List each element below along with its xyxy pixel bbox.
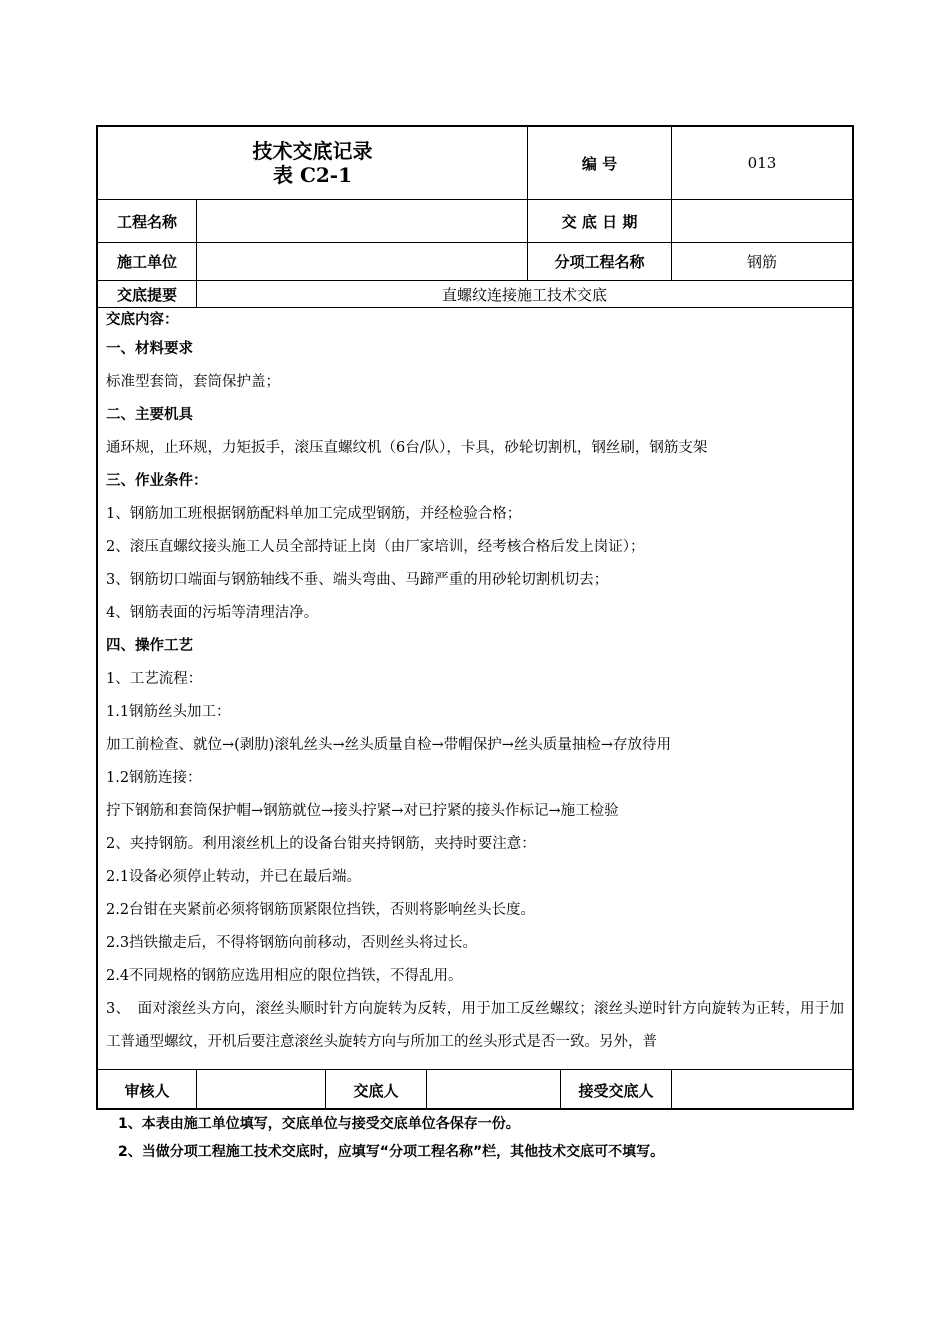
form-title: 技术交底记录 (252, 139, 373, 163)
receiver-label: 接受交底人 (560, 1070, 671, 1110)
note-1: 1、本表由施工单位填写，交底单位与接受交底单位各保存一份。 (118, 1116, 520, 1132)
form-number: 表 C2-1 (272, 163, 352, 187)
content-line: 2.4不同规格的钢筋应选用相应的限位挡铁，不得乱用。 (106, 968, 463, 984)
presenter-field[interactable] (426, 1070, 560, 1110)
content-heading: 四、操作工艺 (106, 638, 193, 654)
receiver-field[interactable] (671, 1070, 852, 1110)
disclosure-content (106, 309, 844, 1049)
date-label: 交 底 日 期 (527, 200, 671, 242)
content-line: 4、钢筋表面的污垢等清理洁净。 (106, 605, 319, 621)
project-name-field[interactable] (196, 200, 527, 242)
content-line: 1.1钢筋丝头加工： (106, 704, 231, 720)
project-name-label: 工程名称 (116, 212, 177, 231)
content-line: 1、工艺流程： (106, 671, 203, 687)
content-line: 1、钢筋加工班根据钢筋配料单加工完成型钢筋，并经检验合格； (106, 506, 522, 522)
content-heading: 一、材料要求 (106, 341, 193, 357)
signature-row (98, 1069, 852, 1110)
content-line: 2.3挡铁撤走后，不得将钢筋向前移动，否则丝头将过长。 (106, 935, 478, 951)
content-heading: 二、主要机具 (106, 407, 193, 423)
content-line: 2.1设备必须停止转动，并已在最后端。 (106, 869, 362, 885)
summary-field[interactable]: 直螺纹连接施工技术交底 (196, 281, 852, 307)
unit-label: 施工单位 (116, 253, 177, 271)
unit-row (98, 243, 852, 281)
technical-disclosure-form (96, 125, 854, 1110)
date-field[interactable] (671, 200, 852, 242)
content-line: 2、夹持钢筋。利用滚丝机上的设备台钳夹持钢筋，夹持时要注意： (106, 836, 536, 852)
form-notes (118, 1110, 664, 1166)
title-row (98, 127, 852, 200)
form-title-cell (98, 127, 527, 199)
content-last-paragraph: 3、 面对滚丝头方向，滚丝头顺时针方向旋转为反转，用于加工反丝螺纹；滚丝头逆时针方向旋转为正转，用于加工普通型螺纹，开机后要注意滚丝头旋转方向与所加工的丝头形式是否一致。另外，普 (106, 1001, 844, 1049)
summary-row (98, 281, 852, 308)
content-line: 标准型套筒，套筒保护盖； (106, 374, 280, 390)
content-line: 2.2台钳在夹紧前必须将钢筋顶紧限位挡铁，否则将影响丝头长度。 (106, 902, 536, 918)
summary-label: 交底提要 (116, 285, 177, 304)
content-heading: 三、作业条件： (106, 473, 208, 489)
number-label: 编 号 (527, 127, 671, 199)
presenter-label: 交底人 (325, 1070, 426, 1110)
content-intro: 交底内容： (106, 312, 179, 328)
reviewer-field[interactable] (196, 1070, 325, 1110)
unit-field[interactable] (196, 243, 527, 280)
content-lines (106, 333, 844, 993)
content-line: 1.2钢筋连接： (106, 770, 202, 786)
subproject-label: 分项工程名称 (527, 243, 671, 280)
content-line: 3、钢筋切口端面与钢筋轴线不垂、端头弯曲、马蹄严重的用砂轮切割机切去； (106, 572, 609, 588)
subproject-field[interactable]: 钢筋 (671, 243, 852, 280)
note-2: 2、当做分项工程施工技术交底时，应填写“分项工程名称”栏，其他技术交底可不填写。 (118, 1144, 665, 1160)
content-line: 通环规，止环规，力矩扳手，滚压直螺纹机（6台/队），卡具，砂轮切割机，钢丝刷，钢筋支架 (106, 440, 708, 456)
content-line: 拧下钢筋和套筒保护帽→钢筋就位→接头拧紧→对已拧紧的接头作标记→施工检验 (106, 803, 619, 819)
number-value[interactable]: 013 (671, 127, 852, 199)
content-line: 2、滚压直螺纹接头施工人员全部持证上岗（由厂家培训，经考核合格后发上岗证）； (106, 539, 645, 555)
content-line: 加工前检查、就位→(剥肋)滚轧丝头→丝头质量自检→带帽保护→丝头质量抽检→存放待用 (106, 737, 672, 753)
reviewer-label: 审核人 (124, 1081, 170, 1100)
project-name-row (98, 200, 852, 243)
